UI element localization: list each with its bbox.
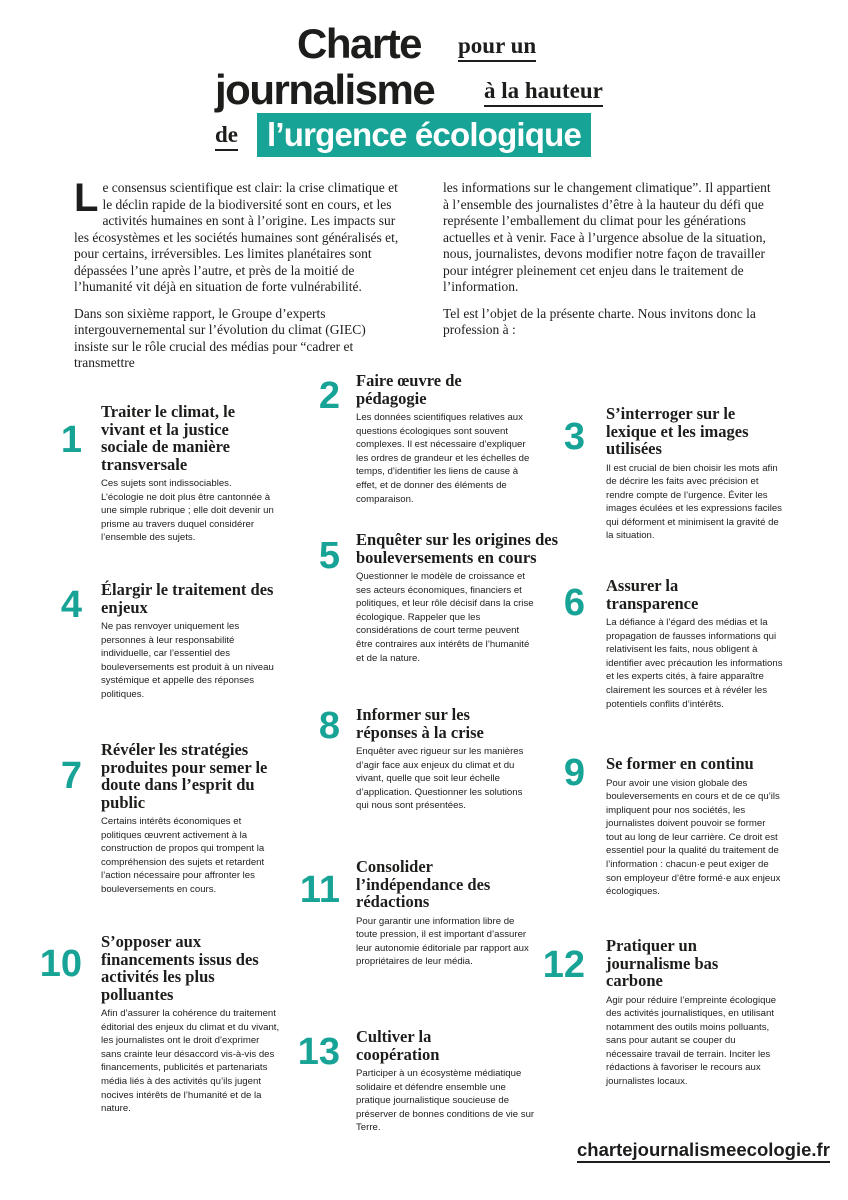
item-body: Certains intérêts économiques et politiques œuvrent activement à la construction de propos qui trompent la compréhension des sujets et retardent l’action nécessaire pour affronter les bouleversements en cours. — [101, 816, 265, 895]
item-body: Pour avoir une vision globale des bouleversements en cours et de ce qu’ils impliquent pour nos sociétés, les journalistes doivent pouvoir se former tout au long de leur carrière. Ce droit est essentiel pour la qualité du traitement de l’information : chacun·e peut exiger de son employeur d’être formé·e aux enjeux écologiques. — [606, 777, 781, 898]
charter-item-8 — [356, 706, 536, 813]
title-journalisme: journalisme — [215, 66, 435, 113]
item-body: Enquêter avec rigueur sur les manières d’agir face aux enjeux du climat et du vivant, quelle que soit leur échelle d’application. Questionner les solutions qui nous sont présentées. — [356, 746, 524, 812]
item-title: Informer sur les réponses à la crise — [356, 705, 484, 742]
item-number: 10 — [39, 943, 82, 985]
item-body: Il est crucial de bien choisir les mots afin de décrire les faits avec précision et rendre compte de l’urgence. Éviter les images éculées et les expressions faciles qui déforment et minimisent la gravité de la situation. — [606, 462, 782, 542]
item-number: 5 — [318, 535, 340, 577]
title-de: de — [215, 122, 238, 151]
charter-item-3 — [606, 405, 784, 543]
item-number: 3 — [563, 416, 585, 458]
item-body: Pour garantir une information libre de toute pression, il est important d’assurer leur autonomie éditoriale par rapport aux propriétaires de leur média. — [356, 915, 529, 968]
charter-item-1 — [101, 403, 276, 545]
item-title: Se former en continu — [606, 754, 754, 773]
item-number: 8 — [318, 705, 340, 747]
item-number: 12 — [542, 944, 585, 986]
item-title: S’opposer aux financements issus des activités les plus polluantes — [101, 932, 259, 1004]
item-number: 1 — [60, 419, 82, 461]
item-number: 6 — [563, 582, 585, 624]
item-title: Révéler les stratégies produites pour semer le doute dans l’esprit du public — [101, 740, 268, 812]
charter-item-4 — [101, 581, 276, 702]
charter-item-13 — [356, 1028, 536, 1135]
intro-left-column — [74, 176, 402, 382]
intro-right-column — [443, 180, 775, 349]
item-body: La défiance à l’égard des médias et la propagation de fausses informations qui relativisent les faits, nous obligent à identifier avec précaution les informations et les experts cités, à faire apparaître clairement les sources et à révéler les potentiels conflits d’intérêts. — [606, 617, 783, 710]
charter-item-9 — [606, 755, 784, 899]
intro-paragraph-1-text: e consensus scientifique est clair: la crise climatique et le déclin rapide de la biodiversité sont en cours, et les activités humaines en sont à l’origine. Les impacts sur les écosystèmes et les sociétés humaines sont généralisés et, pour certains, irréversibles. Les limites planétaires sont dépassées l’une après l’autre, et près de la moitié de l’humanité vit déjà en situation de forte vulnérabilité. — [74, 180, 399, 294]
charter-item-11 — [356, 858, 536, 969]
charter-item-7 — [101, 741, 283, 897]
item-title: Enquêter sur les origines des bouleversements en cours — [356, 530, 558, 567]
item-title: Pratiquer un journalisme bas carbone — [606, 936, 719, 990]
title-urgence-highlight: l’urgence écologique — [257, 113, 591, 157]
intro-paragraph-3: les informations sur le changement climatique”. Il appartient à l’ensemble des journalistes d’être à la hauteur du défi que représente l’emballement du climat pour les générations actuelles et à venir. Face à l’urgence absolue de la situation, nous, journalistes, devons modifier notre façon de travailler pour intégrer pleinement cet enjeu dans le traitement de l’information. — [443, 180, 771, 294]
item-body: Les données scientifiques relatives aux questions écologiques sont souvent complexes. Il est nécessaire d’expliquer les ordres de grandeur et les échelles de temps, d’identifier les liens de cause à effet, et de donner des éléments de comparaison. — [356, 412, 530, 505]
title-pour-un: pour un — [458, 33, 536, 62]
item-title: Consolider l’indépendance des rédactions — [356, 857, 491, 911]
item-body: Ces sujets sont indissociables. L’écologie ne doit plus être cantonnée à une simple rubrique ; elle doit devenir un prisme au travers duquel considérer l’ensemble des sujets. — [101, 478, 274, 544]
intro-paragraph-4: Tel est l’objet de la présente charte. Nous invitons donc la profession à : — [443, 305, 756, 337]
item-title: Élargir le traitement des enjeux — [101, 580, 274, 617]
charter-item-2 — [356, 372, 536, 506]
item-number: 4 — [60, 584, 82, 626]
item-body: Participer à un écosystème médiatique solidaire et défendre ensemble une pratique journalistique soucieuse de préserver de bonnes conditions de vie sur Terre. — [356, 1068, 535, 1134]
item-number: 7 — [60, 755, 82, 797]
item-number: 2 — [318, 375, 340, 417]
item-body: Questionner le modèle de croissance et ses acteurs économiques, financiers et politiques, et leur rôle décisif dans la crise écologique. Rappeler que les considérations de court terme peuvent être contraires aux intérêts de l’humanité et de la nature. — [356, 571, 534, 664]
charter-item-10 — [101, 933, 281, 1116]
item-number: 9 — [563, 752, 585, 794]
item-number: 13 — [297, 1031, 340, 1073]
website-link[interactable]: chartejournalismeecologie.fr — [577, 1139, 830, 1163]
intro-paragraph-1 — [74, 176, 402, 296]
item-number: 11 — [299, 869, 340, 911]
drop-cap: L — [74, 176, 99, 220]
item-title: S’interroger sur le lexique et les images utilisées — [606, 404, 749, 458]
item-title: Cultiver la coopération — [356, 1027, 440, 1064]
item-title: Traiter le climat, le vivant et la justice sociale de manière transversale — [101, 402, 236, 474]
charter-item-5 — [356, 530, 558, 665]
charter-item-6 — [606, 577, 786, 711]
item-title: Assurer la transparence — [606, 576, 699, 613]
title-a-la-hauteur: à la hauteur — [484, 78, 603, 107]
item-title: Faire œuvre de pédagogie — [356, 371, 462, 408]
item-body: Agir pour réduire l’empreinte écologique des activités journalistiques, en utilisant notamment des outils moins polluants, sans pour autant se couper du nécessaire travail de terrain. Inciter les rédactions à favoriser le recours aux journalistes locaux. — [606, 994, 777, 1088]
intro-paragraph-2: Dans son sixième rapport, le Groupe d’experts intergouvernemental sur l’évolution du climat (GIEC) insiste sur le rôle crucial des médias pour “cadrer et transmettre — [74, 305, 366, 370]
charter-item-12 — [606, 937, 784, 1089]
item-body: Afin d’assurer la cohérence du traitement éditorial des enjeux du climat et du vivant, les journalistes ont le droit d’exprimer sans crainte leur désaccord vis-à-vis des financements, publicités et partenariats média liés à des activités qu’ils jugent nocives intérêts de l’humanité et de la nature. — [101, 1008, 280, 1115]
item-body: Ne pas renvoyer uniquement les personnes à leur responsabilité individuelle, car l’essentiel des bouleversements est produit à un niveau systémique et appelle des réponses politiques. — [101, 621, 274, 700]
title-charte: Charte — [297, 20, 422, 67]
